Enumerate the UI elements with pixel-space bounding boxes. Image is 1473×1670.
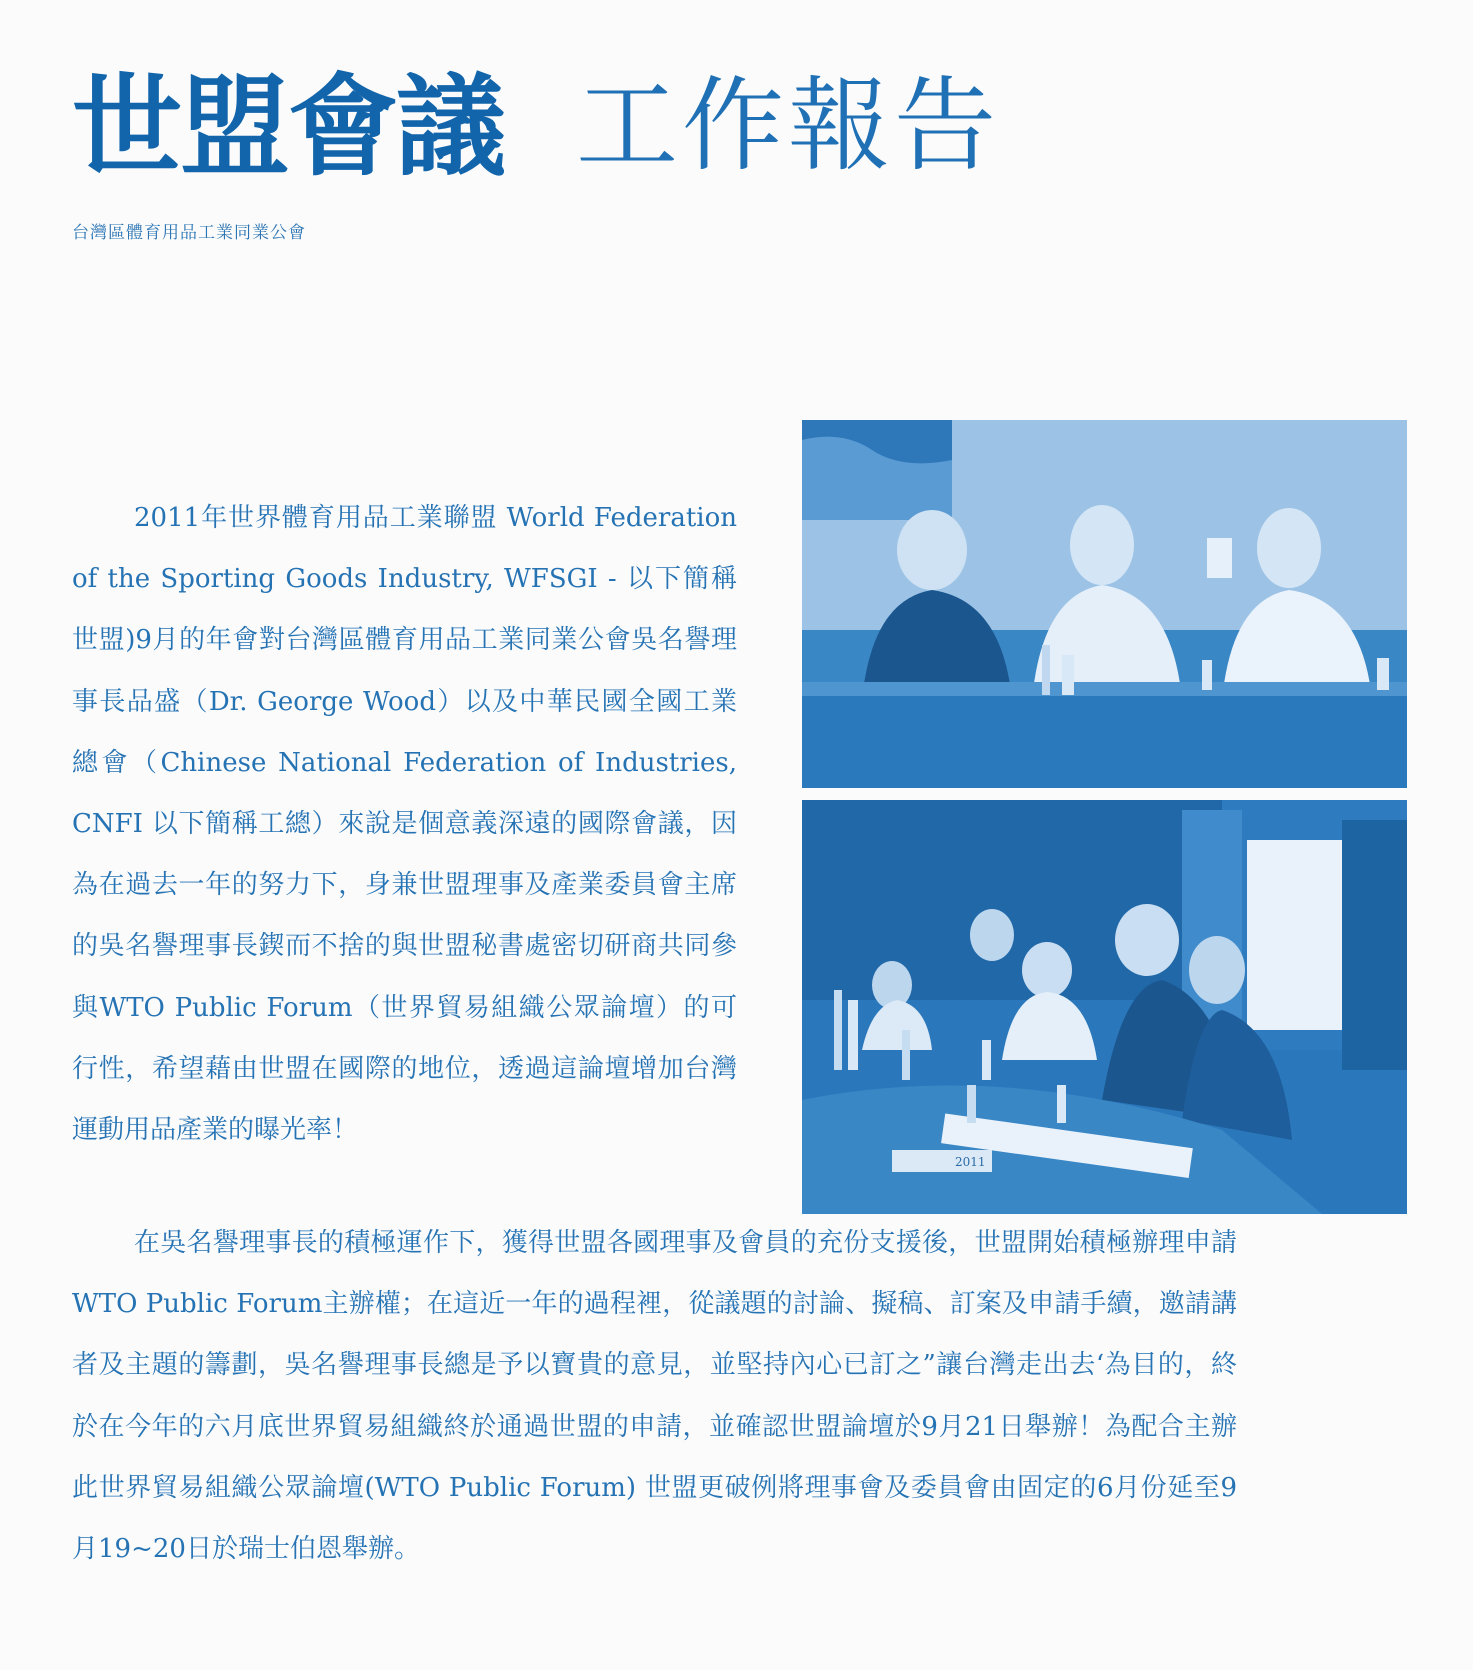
page-title: [72, 63, 1000, 191]
title-bold-text: 世盟會議: [72, 63, 504, 191]
article-paragraph-2: 在吳名譽理事長的積極運作下，獲得世盟各國理事及會員的充份支援後，世盟開始積極辦理申請WTO Public Forum主辦權；在這近一年的過程裡，從議題的討論、擬稿、訂案及申請手續，邀請講者及主題的籌劃，吳名譽理事長總是予以寶貴的意見，並堅持內心已訂之”讓台灣走出去‘為目的，終於在今年的六月底世界貿易組織終於通過世盟的申請，並確認世盟論壇於9月21日舉辦！為配合主辦此世界貿易組織公眾論壇(WTO Public Forum) 世盟更破例將理事會及委員會由固定的6月份延至9月19~20日於瑞士伯恩舉辦。: [72, 1228, 1237, 1565]
meeting-attendees-photo: [802, 420, 1407, 788]
article-paragraph-1: 2011年世界體育用品工業聯盟 World Federation of the Sporting Goods Industry, WFSGI - 以下簡稱世盟)9月的年會對台灣區體育用品工業同業公會吳名譽理事長品盛（Dr. George Wood）以及中華民國全國工業總會（Chinese National Federation of Industries, CNFI 以下簡稱工總）來說是個意義深遠的國際會議，因為在過去一年的努力下，身兼世盟理事及產業委員會主席的吳名譽理事長鍥而不捨的與世盟秘書處密切研商共同參與WTO Public Forum（世界貿易組織公眾論壇）的可行性，希望藉由世盟在國際的地位，透過這論壇增加台灣運動用品產業的曝光率！: [72, 503, 737, 1146]
conference-table-photo: [802, 800, 1407, 1214]
nameplate-year: 2011: [955, 1155, 986, 1169]
title-light-text: 工作報告: [576, 67, 1000, 186]
photo-1-illustration: [802, 420, 1407, 788]
photo-2-illustration: [802, 800, 1407, 1214]
organization-byline: 台灣區體育用品工業同業公會: [72, 223, 306, 243]
